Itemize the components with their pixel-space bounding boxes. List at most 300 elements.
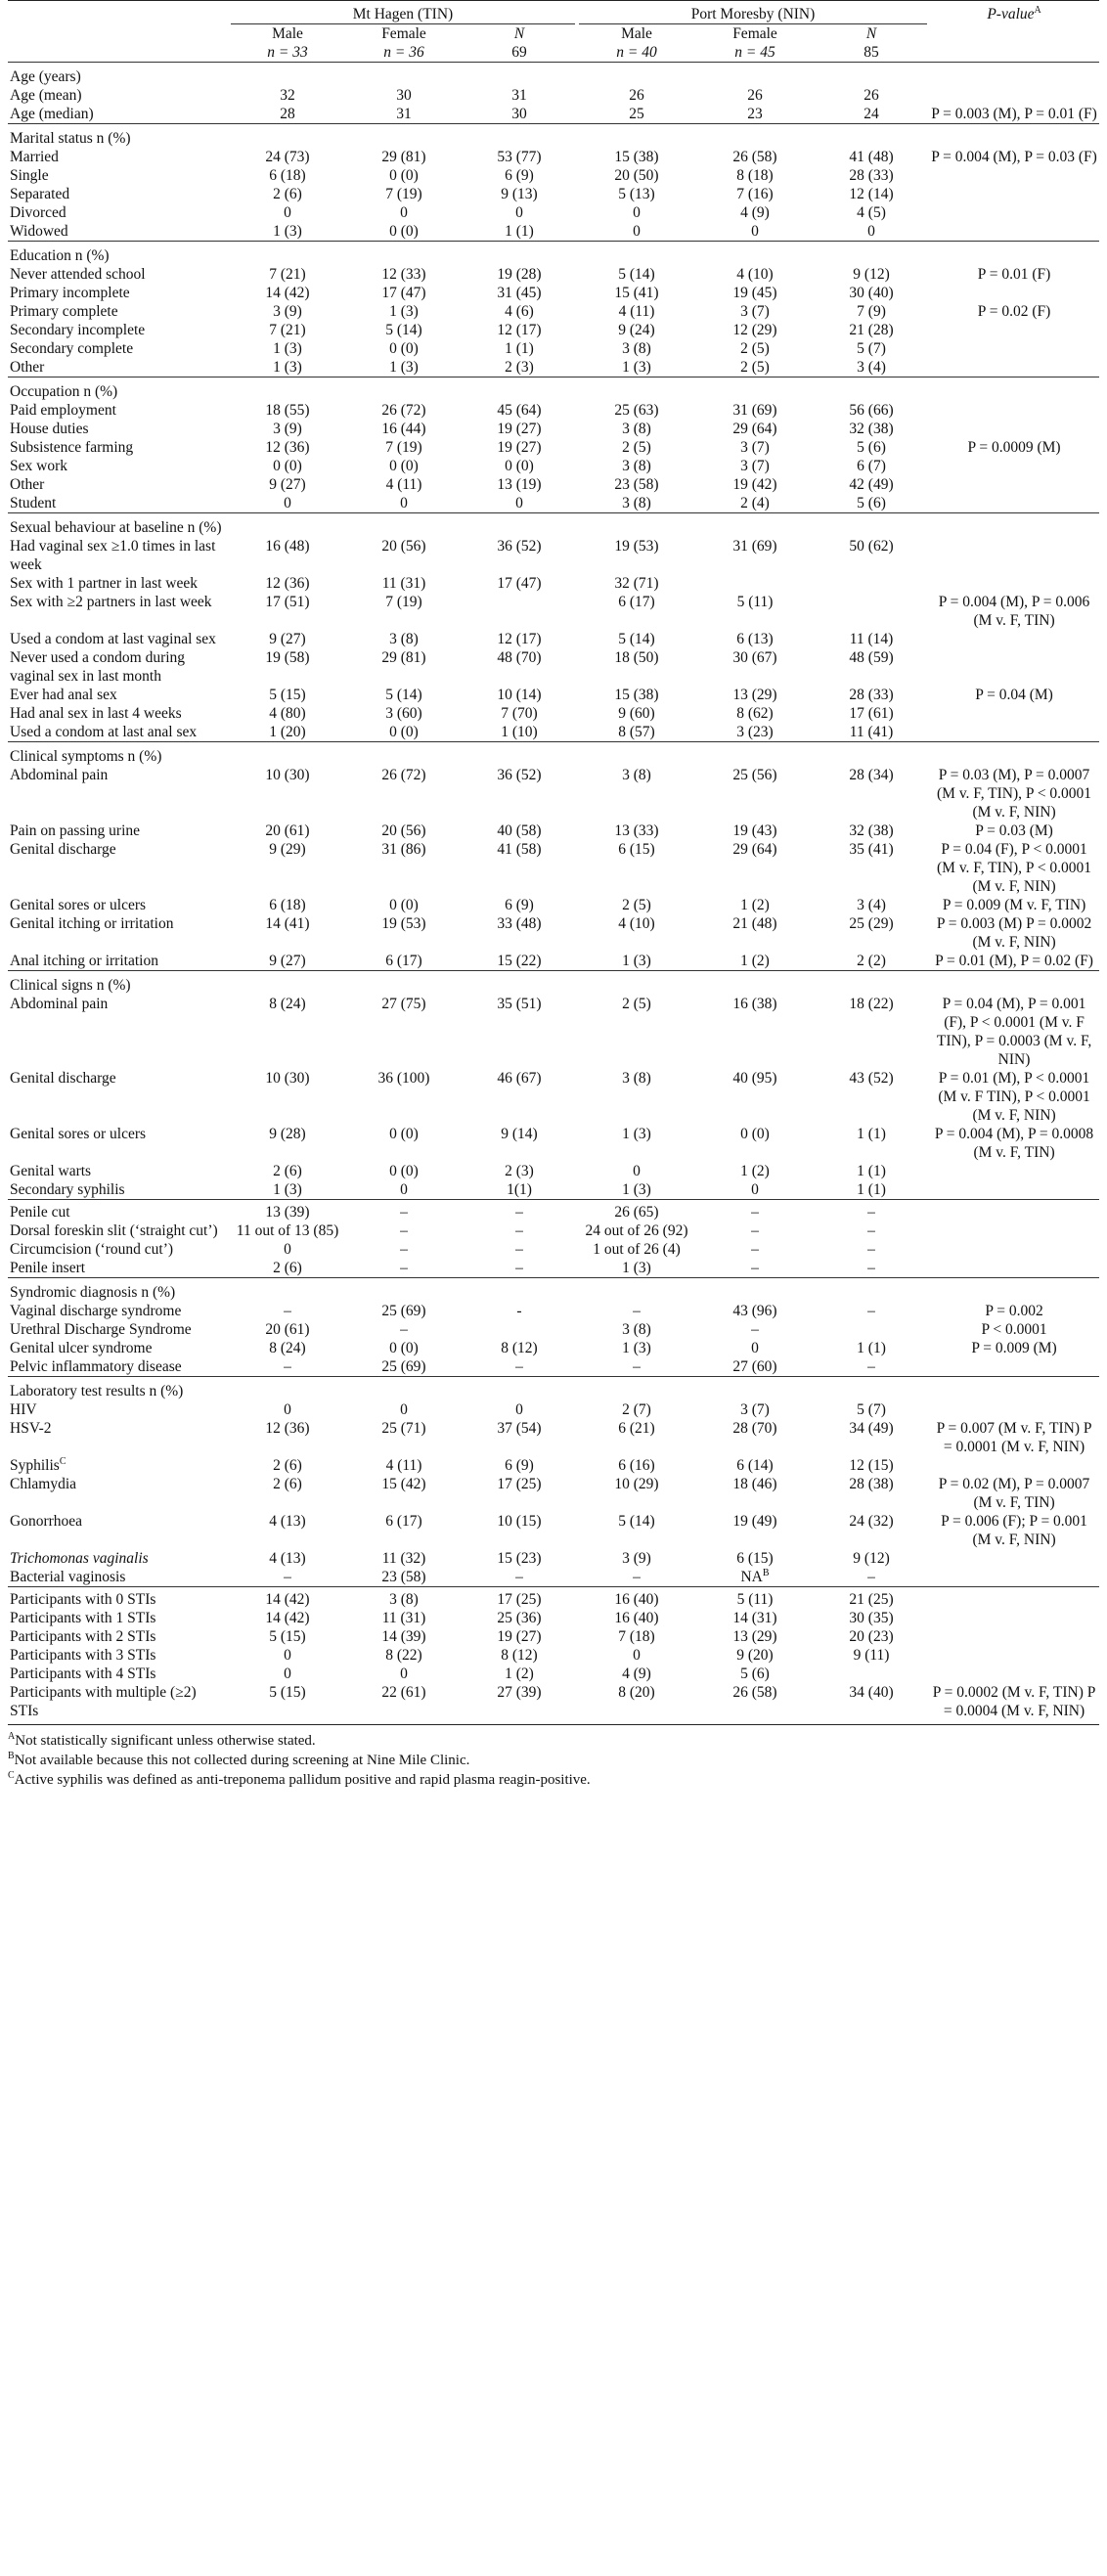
col-header-n: n = 33 xyxy=(267,44,308,61)
table-cell xyxy=(346,222,462,242)
row-label xyxy=(8,203,229,222)
cell-value: 56 (66) xyxy=(849,402,894,419)
row-label-text: Anal itching or irritation xyxy=(10,953,158,969)
table-cell xyxy=(577,265,696,284)
table-cell xyxy=(814,475,929,494)
table-cell xyxy=(229,105,346,124)
pvalue-cell xyxy=(929,494,1099,513)
table-cell xyxy=(462,704,577,723)
pvalue-cell xyxy=(929,537,1099,574)
table-cell xyxy=(814,1665,929,1683)
table-row xyxy=(8,284,1099,302)
cell-value: 18 (46) xyxy=(732,1476,777,1492)
cell-value: 16 (38) xyxy=(732,996,777,1012)
row-label-text: Chlamydia xyxy=(10,1476,77,1492)
table-row xyxy=(8,1609,1099,1627)
table-cell xyxy=(814,1125,929,1162)
cell-value: 1 (2) xyxy=(740,897,770,913)
table-cell xyxy=(696,166,814,185)
row-label xyxy=(8,1609,229,1627)
table-cell xyxy=(696,766,814,822)
pvalue-cell: P = 0.002 xyxy=(985,1303,1043,1319)
pvalue-cell: P = 0.01 (F) xyxy=(977,266,1051,283)
cell-value: 4 (11) xyxy=(385,476,422,493)
table-row xyxy=(8,1549,1099,1568)
pvalue-cell xyxy=(929,1456,1099,1475)
row-label xyxy=(8,537,229,574)
table-cell xyxy=(814,1512,929,1549)
row-label-text: Vaginal discharge syndrome xyxy=(10,1303,182,1319)
table-cell xyxy=(696,339,814,358)
cell-value: 28 (33) xyxy=(849,167,894,184)
table-cell xyxy=(696,723,814,742)
cell-value: 19 (27) xyxy=(497,1628,542,1645)
table-cell xyxy=(462,1400,577,1419)
cell-value: – xyxy=(633,1303,641,1319)
pvalue-cell: P = 0.01 (M), P < 0.0001 (M v. F TIN), P < 0.0001 (M v. F, NIN) xyxy=(938,1070,1090,1124)
table-row xyxy=(8,1512,1099,1549)
table-cell xyxy=(577,896,696,914)
table-cell xyxy=(346,358,462,378)
cell-value: 0 xyxy=(633,1163,641,1179)
table-cell xyxy=(346,1609,462,1627)
table-cell xyxy=(229,822,346,840)
cell-value: 17 (47) xyxy=(381,285,426,301)
table-cell xyxy=(696,1475,814,1512)
pvalue-sup: A xyxy=(1034,4,1041,16)
row-label-text: HSV-2 xyxy=(10,1420,52,1437)
table-cell xyxy=(229,339,346,358)
pvalue-cell xyxy=(929,1665,1099,1683)
table-end-rule xyxy=(8,1720,1099,1725)
cell-value: 23 (58) xyxy=(381,1569,426,1585)
row-label-text: Dorsal foreskin slit (‘straight cut’) xyxy=(10,1222,218,1239)
table-cell xyxy=(229,457,346,475)
table-cell xyxy=(696,1125,814,1162)
table-cell xyxy=(346,1627,462,1646)
cell-value: 14 (42) xyxy=(265,285,310,301)
table-cell xyxy=(462,1259,577,1278)
row-label-text: Urethral Discharge Syndrome xyxy=(10,1321,192,1338)
cell-value: 25 (71) xyxy=(381,1420,426,1437)
table-cell xyxy=(577,457,696,475)
cell-value: 1 (1) xyxy=(857,1126,886,1142)
cell-value: 1 (3) xyxy=(622,1181,651,1198)
pvalue-cell xyxy=(929,457,1099,475)
table-cell xyxy=(814,284,929,302)
pvalue-cell xyxy=(929,339,1099,358)
section-title: Sexual behaviour at baseline n (%) xyxy=(10,519,222,536)
table-cell xyxy=(577,914,696,952)
cell-value: 6 (18) xyxy=(269,167,306,184)
table-cell xyxy=(229,686,346,704)
table-cell xyxy=(696,1683,814,1720)
table-cell xyxy=(462,1683,577,1720)
row-label xyxy=(8,914,229,952)
table-cell xyxy=(462,766,577,822)
cell-value: 35 (41) xyxy=(849,841,894,858)
table-cell xyxy=(696,148,814,166)
table-cell xyxy=(346,1203,462,1221)
cell-value: 0 (0) xyxy=(389,1340,419,1356)
row-label-text: Gonorrhoea xyxy=(10,1513,83,1530)
table-row xyxy=(8,1665,1099,1683)
cell-value: 10 (30) xyxy=(265,767,310,783)
cell-value: 10 (14) xyxy=(497,687,542,703)
cell-value: 28 (33) xyxy=(849,687,894,703)
col-header-label: N xyxy=(513,25,525,42)
table-cell xyxy=(229,494,346,513)
cell-value: 3 (4) xyxy=(857,359,886,376)
table-row xyxy=(8,166,1099,185)
row-label-text: Had vaginal sex ≥1.0 times in last week xyxy=(10,538,216,573)
cell-value: 32 (38) xyxy=(849,421,894,437)
table-cell xyxy=(346,1512,462,1549)
table-cell xyxy=(814,321,929,339)
pvalue-cell xyxy=(929,1240,1099,1259)
cell-value: 1 (2) xyxy=(740,1163,770,1179)
table-cell xyxy=(696,284,814,302)
table-cell xyxy=(696,1180,814,1200)
row-label-text: Penile insert xyxy=(10,1260,86,1276)
row-label xyxy=(8,475,229,494)
table-row xyxy=(8,574,1099,593)
table-cell xyxy=(229,1180,346,1200)
cell-value: 7 (70) xyxy=(501,705,538,722)
cell-value: 1 (3) xyxy=(622,953,651,969)
table-cell xyxy=(577,166,696,185)
table-cell xyxy=(814,420,929,438)
cell-value: 34 (49) xyxy=(849,1420,894,1437)
table-cell xyxy=(462,1665,577,1683)
row-label-text: Genital itching or irritation xyxy=(10,915,174,932)
cell-value: 8 (24) xyxy=(269,996,306,1012)
cell-value: 6 (18) xyxy=(269,897,306,913)
pvalue-cell: P < 0.0001 xyxy=(981,1321,1047,1338)
col-header-label: Male xyxy=(272,25,303,42)
table-cell xyxy=(696,537,814,574)
table-row xyxy=(8,1646,1099,1665)
cell-value: 0 xyxy=(284,1647,291,1664)
table-cell xyxy=(229,166,346,185)
table-cell xyxy=(462,222,577,242)
table-cell xyxy=(462,457,577,475)
table-cell xyxy=(346,1302,462,1320)
table-cell xyxy=(462,475,577,494)
row-label xyxy=(8,86,229,105)
cell-value: 3 (7) xyxy=(740,458,770,474)
table-cell xyxy=(814,914,929,952)
table-cell xyxy=(346,1339,462,1357)
table-row xyxy=(8,321,1099,339)
table-cell xyxy=(696,203,814,222)
cell-value: 9 (27) xyxy=(269,953,306,969)
table-cell xyxy=(577,1665,696,1683)
table-cell xyxy=(462,574,577,593)
table-cell xyxy=(346,574,462,593)
cell-value: 0 (0) xyxy=(389,340,419,357)
row-label-text: Never used a condom during vaginal sex in last month xyxy=(10,649,186,685)
pvalue-cell: P = 0.01 (M), P = 0.02 (F) xyxy=(935,953,1093,969)
row-label xyxy=(8,358,229,378)
table-cell xyxy=(229,723,346,742)
col-header-label: Female xyxy=(732,25,777,42)
row-label-text: Participants with 2 STIs xyxy=(10,1628,156,1645)
cell-value: 40 (58) xyxy=(497,822,542,839)
cell-value: – xyxy=(751,1222,759,1239)
section-title-row xyxy=(8,1380,1099,1400)
table-header xyxy=(8,1,1099,63)
cell-value: – xyxy=(867,1569,875,1585)
row-label-text: Pelvic inflammatory disease xyxy=(10,1358,182,1375)
pvalue-cell xyxy=(929,475,1099,494)
row-label-text: Other xyxy=(10,476,45,493)
cell-value: 4 (9) xyxy=(622,1666,651,1682)
table-cell xyxy=(814,1240,929,1259)
table-cell xyxy=(346,952,462,971)
table-cell xyxy=(462,265,577,284)
cell-value: 7 (21) xyxy=(269,266,306,283)
table-cell xyxy=(577,1259,696,1278)
table-cell xyxy=(462,1203,577,1221)
pvalue-cell: P = 0.009 (M v. F, TIN) xyxy=(942,897,1086,913)
row-label-text: Abdominal pain xyxy=(10,996,109,1012)
cell-value: 3 (9) xyxy=(622,1550,651,1567)
row-label xyxy=(8,1203,229,1221)
table-cell xyxy=(346,1665,462,1683)
table-cell xyxy=(696,1456,814,1475)
cell-value: 6 (9) xyxy=(505,167,534,184)
table-cell xyxy=(462,105,577,124)
table-row xyxy=(8,537,1099,574)
table-cell xyxy=(696,1240,814,1259)
table-cell xyxy=(462,1320,577,1339)
cell-value: 10 (30) xyxy=(265,1070,310,1087)
table-cell xyxy=(696,648,814,686)
cell-value: 3 (7) xyxy=(740,439,770,456)
cell-value: 6 (15) xyxy=(618,841,655,858)
footnote xyxy=(8,1770,1099,1790)
row-label xyxy=(8,185,229,203)
table-cell xyxy=(696,914,814,952)
cell-value: 27 (60) xyxy=(732,1358,777,1375)
cell-value: – xyxy=(515,1204,523,1221)
table-cell xyxy=(696,1400,814,1419)
cell-value: 7 (9) xyxy=(857,303,886,320)
row-label-text: Subsistence farming xyxy=(10,439,134,456)
row-label xyxy=(8,321,229,339)
pvalue-cell xyxy=(929,420,1099,438)
table-cell xyxy=(814,1320,929,1339)
table-cell xyxy=(346,686,462,704)
row-label-text: Had anal sex in last 4 weeks xyxy=(10,705,182,722)
table-cell xyxy=(577,185,696,203)
table-cell xyxy=(696,1512,814,1549)
table-cell xyxy=(462,401,577,420)
cell-value: 5 (15) xyxy=(269,1684,306,1701)
section-title-row xyxy=(8,244,1099,265)
table-cell xyxy=(696,265,814,284)
table-row xyxy=(8,420,1099,438)
cell-value: 1 (3) xyxy=(622,1126,651,1142)
row-label-text: Participants with 0 STIs xyxy=(10,1591,156,1608)
cell-value: 3 (4) xyxy=(857,897,886,913)
table-cell xyxy=(462,1339,577,1357)
table-row xyxy=(8,1240,1099,1259)
table-cell xyxy=(229,1221,346,1240)
pvalue-cell xyxy=(929,1646,1099,1665)
cell-value: 3 (8) xyxy=(622,1070,651,1087)
cell-value: 24 out of 26 (92) xyxy=(585,1222,688,1239)
row-label xyxy=(8,105,229,124)
table-cell xyxy=(346,457,462,475)
cell-value: 6 (17) xyxy=(618,594,655,610)
pvalue-cell xyxy=(929,1180,1099,1200)
table-cell xyxy=(229,914,346,952)
cell-value: 26 xyxy=(629,87,644,104)
cell-value: 0 xyxy=(751,1340,759,1356)
cell-value: 26 (72) xyxy=(381,402,426,419)
table-row xyxy=(8,822,1099,840)
cell-value: 2 (5) xyxy=(622,897,651,913)
row-label-text: Genital discharge xyxy=(10,841,116,858)
row-label-text: Secondary syphilis xyxy=(10,1181,125,1198)
row-label-text: Paid employment xyxy=(10,402,116,419)
table-cell xyxy=(577,302,696,321)
table-row xyxy=(8,1590,1099,1609)
cell-value: 4 (11) xyxy=(385,1457,422,1474)
table-cell xyxy=(577,1456,696,1475)
cell-value: 11 (14) xyxy=(849,631,894,647)
table-cell xyxy=(696,1162,814,1180)
cell-value: 15 (38) xyxy=(614,687,659,703)
row-label-text: Used a condom at last vaginal sex xyxy=(10,631,216,647)
row-label xyxy=(8,1162,229,1180)
table-cell xyxy=(346,630,462,648)
table-row xyxy=(8,1203,1099,1221)
row-label-text: Penile cut xyxy=(10,1204,70,1221)
cell-value: 4 (10) xyxy=(736,266,774,283)
cell-value: 13 (29) xyxy=(732,687,777,703)
table-cell xyxy=(814,995,929,1069)
cell-value: 11 (31) xyxy=(381,575,426,592)
table-row xyxy=(8,302,1099,321)
table-cell xyxy=(577,420,696,438)
cell-value: 8 (62) xyxy=(736,705,774,722)
table-cell xyxy=(814,1203,929,1221)
cell-value: – xyxy=(633,1358,641,1375)
cell-value: 12 (36) xyxy=(265,439,310,456)
table-cell xyxy=(229,222,346,242)
cell-value: 32 xyxy=(280,87,295,104)
row-label xyxy=(8,1456,229,1475)
row-label-text: Secondary incomplete xyxy=(10,322,146,338)
pvalue-cell xyxy=(929,358,1099,378)
table-row xyxy=(8,952,1099,971)
cell-value: – xyxy=(400,1204,408,1221)
cell-value: 12 (36) xyxy=(265,1420,310,1437)
row-label-text: Abdominal pain xyxy=(10,767,109,783)
table-cell xyxy=(577,1419,696,1456)
row-label xyxy=(8,494,229,513)
row-label-text: Married xyxy=(10,149,59,165)
table-cell xyxy=(229,420,346,438)
table-cell xyxy=(696,704,814,723)
table-cell xyxy=(696,475,814,494)
table-cell xyxy=(346,86,462,105)
cell-value: 11 (31) xyxy=(381,1610,426,1626)
table-cell xyxy=(696,952,814,971)
table-cell xyxy=(346,840,462,896)
cell-value: 21 (25) xyxy=(849,1591,894,1608)
table-cell xyxy=(346,1162,462,1180)
table-cell xyxy=(814,302,929,321)
pvalue-cell xyxy=(929,1627,1099,1646)
table-row xyxy=(8,1568,1099,1587)
cell-value: 2 (6) xyxy=(273,1163,302,1179)
table-cell xyxy=(814,401,929,420)
table-cell xyxy=(577,593,696,630)
cell-value: 26 (58) xyxy=(732,1684,777,1701)
cell-value: 28 (34) xyxy=(849,767,894,783)
table-cell xyxy=(462,840,577,896)
table-cell xyxy=(814,438,929,457)
row-label-text: Primary incomplete xyxy=(10,285,130,301)
cell-value: 0 xyxy=(515,204,523,221)
table-cell xyxy=(229,1683,346,1720)
cell-value: 6 (9) xyxy=(505,1457,534,1474)
cell-value: – xyxy=(867,1260,875,1276)
row-label-text: Bacterial vaginosis xyxy=(10,1569,126,1585)
table-row xyxy=(8,438,1099,457)
row-label-text: Other xyxy=(10,359,45,376)
cell-value: 0 (0) xyxy=(273,458,302,474)
cell-value: 2 (5) xyxy=(622,439,651,456)
table-cell xyxy=(696,1609,814,1627)
pvalue-cell xyxy=(929,1357,1099,1377)
cell-value: 5 (6) xyxy=(857,495,886,511)
cell-value: 0 xyxy=(867,223,875,240)
cell-value: 8 (57) xyxy=(618,724,655,740)
cell-value: 14 (42) xyxy=(265,1610,310,1626)
table-cell xyxy=(346,494,462,513)
cell-value: 41 (48) xyxy=(849,149,894,165)
pvalue-cell xyxy=(929,321,1099,339)
row-label xyxy=(8,952,229,971)
cell-value: 31 xyxy=(396,106,412,122)
table-cell xyxy=(346,537,462,574)
row-label-text: Age (median) xyxy=(10,106,94,122)
table-cell xyxy=(814,222,929,242)
cell-value: 1 (10) xyxy=(501,724,538,740)
cell-value: 25 (63) xyxy=(614,402,659,419)
table-cell xyxy=(577,574,696,593)
cell-value: 20 (56) xyxy=(381,538,426,555)
table-row xyxy=(8,1221,1099,1240)
table-cell xyxy=(229,185,346,203)
table-cell xyxy=(462,1221,577,1240)
table-cell xyxy=(696,822,814,840)
cell-value: 48 (70) xyxy=(497,649,542,666)
cell-value: 45 (64) xyxy=(497,402,542,419)
row-label-text: Genital sores or ulcers xyxy=(10,897,147,913)
table-cell xyxy=(814,1259,929,1278)
table-cell xyxy=(229,302,346,321)
table-row xyxy=(8,1683,1099,1720)
cell-value: 18 (55) xyxy=(265,402,310,419)
table-cell xyxy=(462,723,577,742)
cell-value: 48 (59) xyxy=(849,649,894,666)
